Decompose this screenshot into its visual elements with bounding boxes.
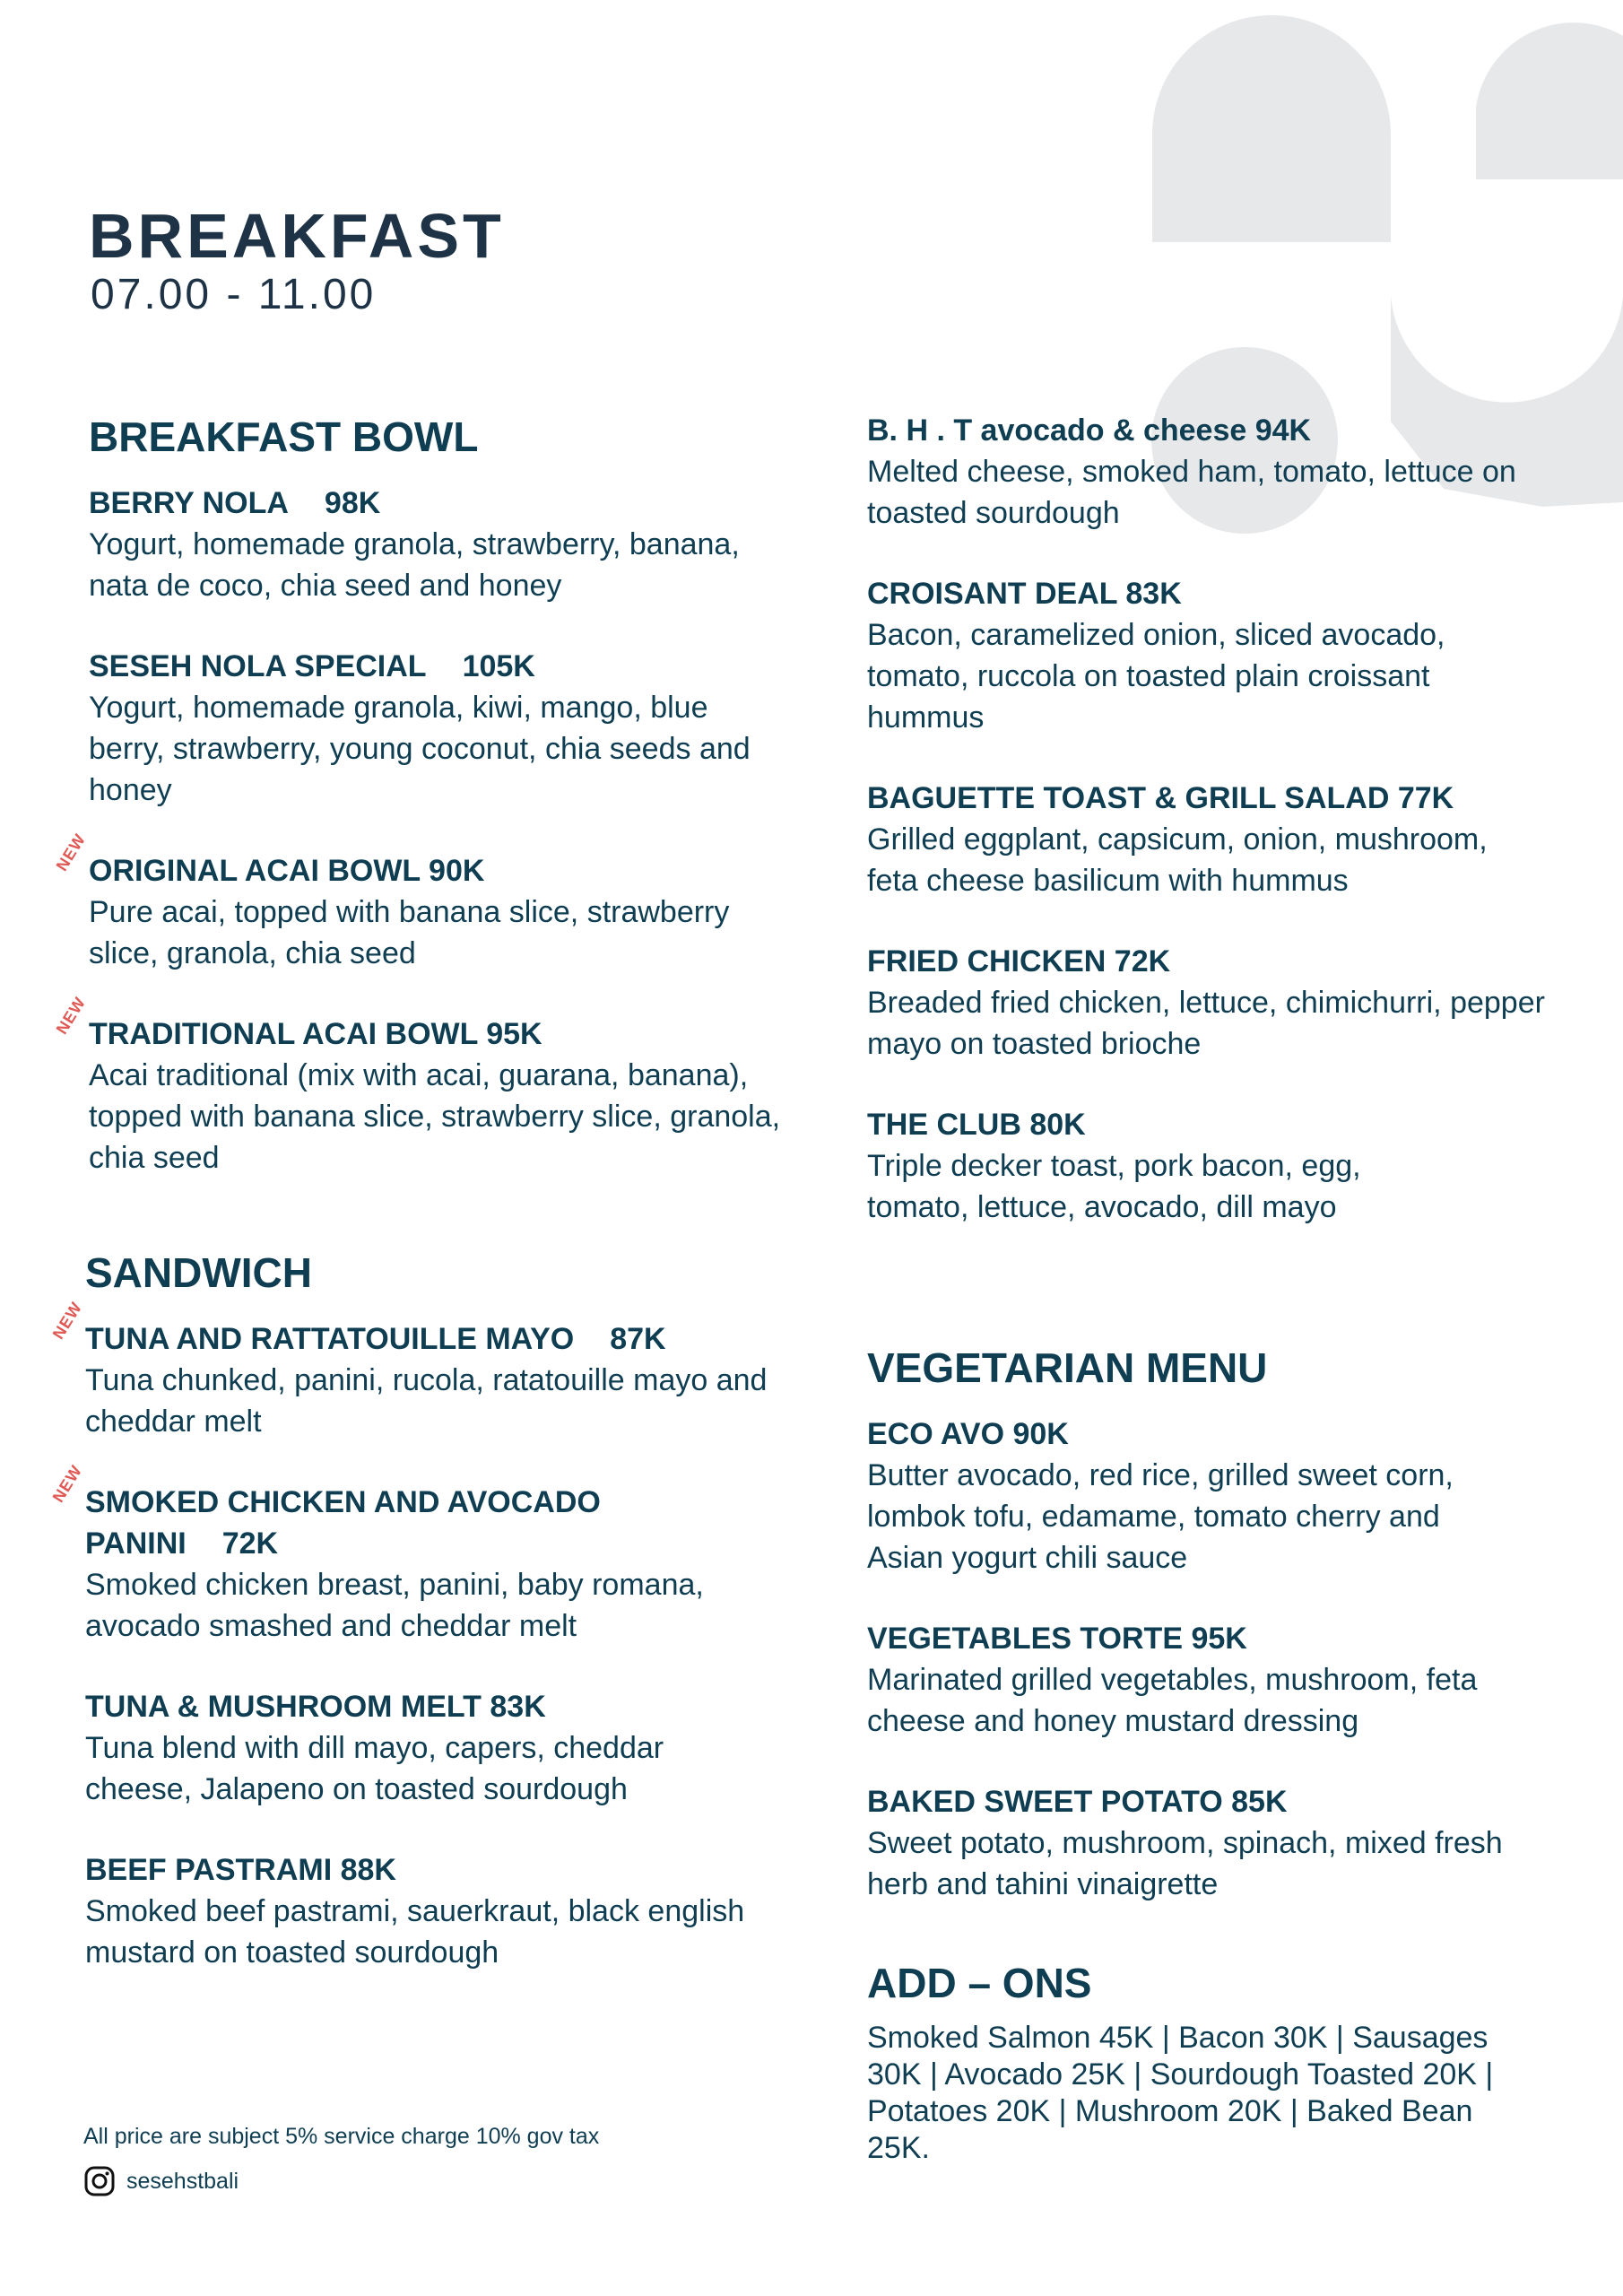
addons-list: Smoked Salmon 45K | Bacon 30K | Sausages 30K | Avocado 25K | Sourdough Toasted 20K | Potatoes 20K | Mushroom 20K | Baked Bean 25K.	[867, 2021, 1494, 2165]
service-charge-note: All price are subject 5% service charge 10% gov tax	[83, 2124, 600, 2149]
menu-item	[85, 1686, 794, 1810]
item-description: Yogurt, homemade granola, strawberry, banana, nata de coco, chia seed and honey	[89, 527, 740, 603]
item-description: Yogurt, homemade granola, kiwi, mango, blue berry, strawberry, young coconut, chia seeds and honey	[89, 691, 751, 807]
addons-section	[867, 1962, 1531, 2167]
breakfast-bowl-section	[52, 413, 788, 1218]
item-name: TRADITIONAL ACAI BOWL 95K	[89, 1017, 542, 1051]
new-badge: NEW	[48, 1461, 86, 1506]
item-price: 98K	[324, 486, 381, 520]
item-name: SMOKED CHICKEN AND AVOCADO PANINI	[85, 1485, 601, 1561]
item-price: 72K	[221, 1526, 279, 1561]
item-name: SESEH NOLA SPECIAL	[89, 649, 427, 683]
page-title: BREAKFAST	[89, 201, 505, 271]
item-name: BERRY NOLA	[89, 486, 289, 520]
instagram-handle: sesehstbali	[126, 2168, 239, 2194]
menu-item	[867, 1104, 1549, 1228]
item-price: 105K	[462, 649, 535, 683]
item-description: Pure acai, topped with banana slice, strawberry slice, granola, chia seed	[89, 895, 730, 970]
menu-item	[867, 1413, 1531, 1578]
item-description: Melted cheese, smoked ham, tomato, lettuce on toasted sourdough	[867, 455, 1516, 530]
item-name: ECO AVO 90K	[867, 1417, 1069, 1451]
section-title-sandwich: SANDWICH	[85, 1249, 312, 1296]
menu-item	[89, 646, 788, 811]
item-description: Breaded fried chicken, lettuce, chimichurri, pepper mayo on toasted brioche	[867, 986, 1545, 1061]
menu-item	[867, 573, 1549, 738]
item-description: Marinated grilled vegetables, mushroom, feta cheese and honey mustard dressing	[867, 1663, 1478, 1738]
menu-item	[867, 1618, 1531, 1742]
section-title-addons: ADD – ONS	[867, 1960, 1092, 2006]
menu-item	[867, 941, 1549, 1065]
item-description: Smoked chicken breast, panini, baby romana, avocado smashed and cheddar melt	[85, 1568, 704, 1643]
instagram-handle-row[interactable]	[83, 2165, 239, 2197]
menu-item	[867, 778, 1549, 901]
menu-item	[52, 993, 788, 1178]
item-price: 87K	[610, 1322, 666, 1356]
item-description: Grilled eggplant, capsicum, onion, mushroom, feta cheese basilicum with hummus	[867, 822, 1488, 898]
menu-item	[867, 1781, 1531, 1905]
menu-item	[48, 1461, 794, 1647]
item-description: Smoked beef pastrami, sauerkraut, black english mustard on toasted sourdough	[85, 1894, 745, 1970]
new-badge: NEW	[52, 993, 90, 1038]
menu-item	[48, 1298, 794, 1442]
item-name: BEEF PASTRAMI 88K	[85, 1853, 396, 1887]
item-name: B. H . T avocado & cheese 94K	[867, 413, 1312, 448]
menu-item	[867, 410, 1549, 534]
sandwich-section	[48, 1249, 794, 2013]
new-badge: NEW	[48, 1298, 86, 1343]
item-name: BAKED SWEET POTATO 85K	[867, 1785, 1288, 1819]
menu-item	[85, 1849, 794, 1973]
menu-item	[89, 483, 788, 606]
instagram-icon	[83, 2165, 116, 2197]
item-name: FRIED CHICKEN 72K	[867, 944, 1171, 978]
vegetarian-section	[867, 1344, 1531, 1944]
item-description: Tuna chunked, panini, rucola, ratatouille mayo and cheddar melt	[85, 1363, 768, 1439]
item-name: BAGUETTE TOAST & GRILL SALAD 77K	[867, 781, 1454, 815]
item-description: Bacon, caramelized onion, sliced avocado, tomato, ruccola on toasted plain croissant hummus	[867, 618, 1445, 735]
section-title-vegetarian: VEGETARIAN MENU	[867, 1344, 1268, 1391]
sandwich-continued-section	[867, 410, 1549, 1267]
item-name: ORIGINAL ACAI BOWL 90K	[89, 854, 485, 888]
item-description: Triple decker toast, pork bacon, egg, tomato, lettuce, avocado, dill mayo	[867, 1149, 1361, 1224]
item-name: THE CLUB 80K	[867, 1108, 1086, 1142]
section-title-breakfast-bowl: BREAKFAST BOWL	[89, 413, 479, 460]
item-description: Acai traditional (mix with acai, guarana, banana), topped with banana slice, strawberry slice, granola, chia seed	[89, 1058, 781, 1175]
item-description: Butter avocado, red rice, grilled sweet corn, lombok tofu, edamame, tomato cherry and Asian yogurt chili sauce	[867, 1458, 1454, 1575]
item-description: Sweet potato, mushroom, spinach, mixed fresh herb and tahini vinaigrette	[867, 1826, 1503, 1901]
item-name: TUNA AND RATTATOUILLE MAYO	[85, 1322, 575, 1356]
item-name: CROISANT DEAL 83K	[867, 577, 1182, 611]
item-description: Tuna blend with dill mayo, capers, cheddar cheese, Jalapeno on toasted sourdough	[85, 1731, 664, 1806]
item-name: TUNA & MUSHROOM MELT 83K	[85, 1690, 546, 1724]
item-name: VEGETABLES TORTE 95K	[867, 1622, 1247, 1656]
new-badge: NEW	[52, 830, 90, 874]
opening-hours: 07.00 - 11.00	[91, 271, 377, 318]
menu-item	[52, 830, 788, 974]
